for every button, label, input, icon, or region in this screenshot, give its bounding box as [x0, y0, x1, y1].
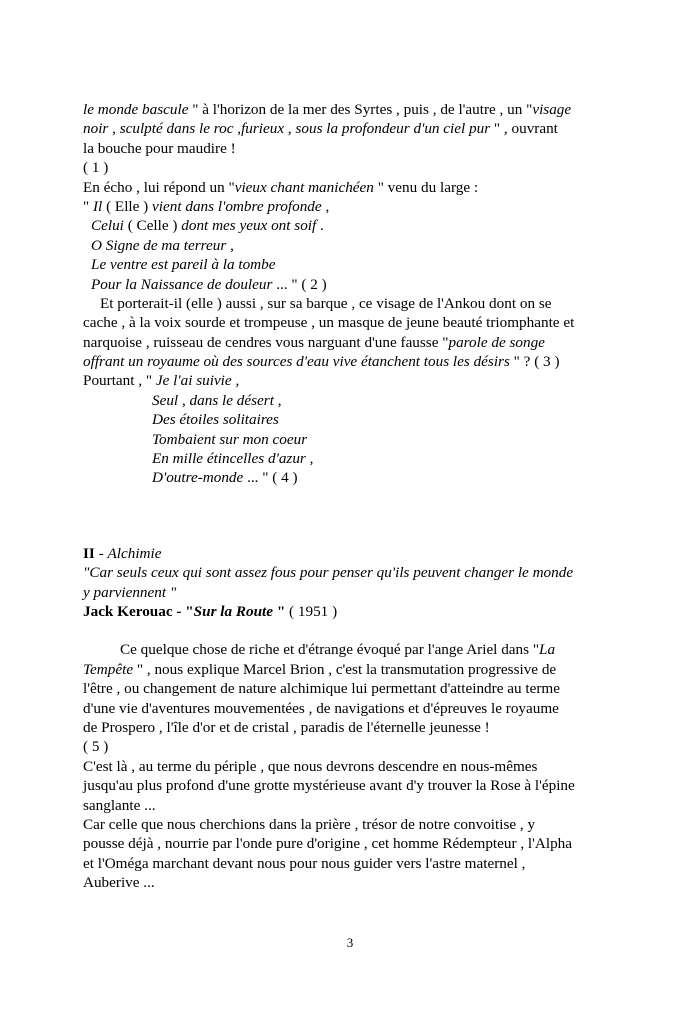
verse-line: Des étoiles solitaires — [152, 411, 279, 429]
verse-line: Le ventre est pareil à la tombe — [91, 256, 276, 274]
page-number: 3 — [346, 935, 354, 950]
epigraph-quote: "Car seuls ceux qui sont assez fous pour penser qu'ils peuvent changer le monde — [83, 564, 574, 582]
verse-line: O Signe de ma terreur , — [91, 236, 234, 254]
verse-line: D'outre-monde ... " ( 4 ) — [152, 469, 298, 487]
text-line: jusqu'au plus profond d'une grotte mystérieuse avant d'y trouver la Rose à l'épine — [83, 777, 575, 795]
footnote-ref: ( 1 ) — [83, 159, 109, 177]
text-line: pousse déjà , nourrie par l'onde pure d'origine , cet homme Rédempteur , l'Alpha — [83, 835, 573, 853]
text-line: Auberive ... — [83, 874, 155, 892]
text-line: sanglante ... — [83, 796, 156, 814]
epigraph-quote: y parviennent " — [83, 583, 177, 601]
text-line: noir , sculpté dans le roc ,furieux , sous la profondeur d'un ciel pur " , ouvrant — [83, 120, 558, 138]
text-line: la bouche pour maudire ! — [83, 139, 236, 157]
text-line: et l'Oméga marchant devant nous pour nous guider vers l'astre maternel , — [83, 854, 526, 872]
text-line: narquoise , ruisseau de cendres vous narguant d'une fausse "parole de songe — [83, 333, 545, 351]
text-line: offrant un royaume où des sources d'eau vive étanchent tous les désirs " ? ( 3 ) — [83, 353, 560, 371]
verse-line: Tombaient sur mon coeur — [152, 430, 308, 448]
text-line: Et porterait-il (elle ) aussi , sur sa barque , ce visage de l'Ankou dont on se — [100, 294, 552, 312]
text-line: d'une vie d'aventures mouvementées , de navigations et d'épreuves le royaume — [83, 699, 559, 717]
text-line: Tempête " , nous explique Marcel Brion , c'est la transmutation progressive de — [83, 660, 557, 678]
text-line: Pourtant , " Je l'ai suivie , — [83, 372, 240, 390]
footnote-ref: ( 5 ) — [83, 738, 109, 756]
text-line: En écho , lui répond un "vieux chant manichéen " venu du large : — [83, 178, 479, 196]
text-line: cache , à la voix sourde et trompeuse , un masque de jeune beauté triomphante et — [83, 314, 575, 332]
text-line: C'est là , au terme du périple , que nous devrons descendre en nous-mêmes — [83, 757, 538, 775]
verse-line: Celui ( Celle ) dont mes yeux ont soif . — [91, 217, 324, 235]
verse-line: Seul , dans le désert , — [152, 391, 282, 409]
text-line: le monde bascule " à l'horizon de la mer des Syrtes , puis , de l'autre , un "visage — [83, 101, 572, 118]
section-heading: II - Alchimie — [83, 544, 162, 562]
verse-line: En mille étincelles d'azur , — [152, 450, 314, 468]
document-body — [83, 100, 643, 892]
verse-line: " Il ( Elle ) vient dans l'ombre profonde , — [83, 197, 330, 215]
text-line: l'être , ou changement de nature alchimique lui permettant d'atteindre au terme — [83, 680, 560, 698]
epigraph-source: Jack Kerouac - "Sur la Route " ( 1951 ) — [83, 602, 338, 620]
verse-line: Pour la Naissance de douleur ... " ( 2 ) — [91, 275, 327, 293]
text-line: Ce quelque chose de riche et d'étrange évoqué par l'ange Ariel dans "La — [120, 641, 556, 659]
text-line: Car celle que nous cherchions dans la prière , trésor de notre convoitise , y — [83, 815, 536, 833]
text-line: de Prospero , l'île d'or et de cristal , paradis de l'éternelle jeunesse ! — [83, 718, 490, 736]
